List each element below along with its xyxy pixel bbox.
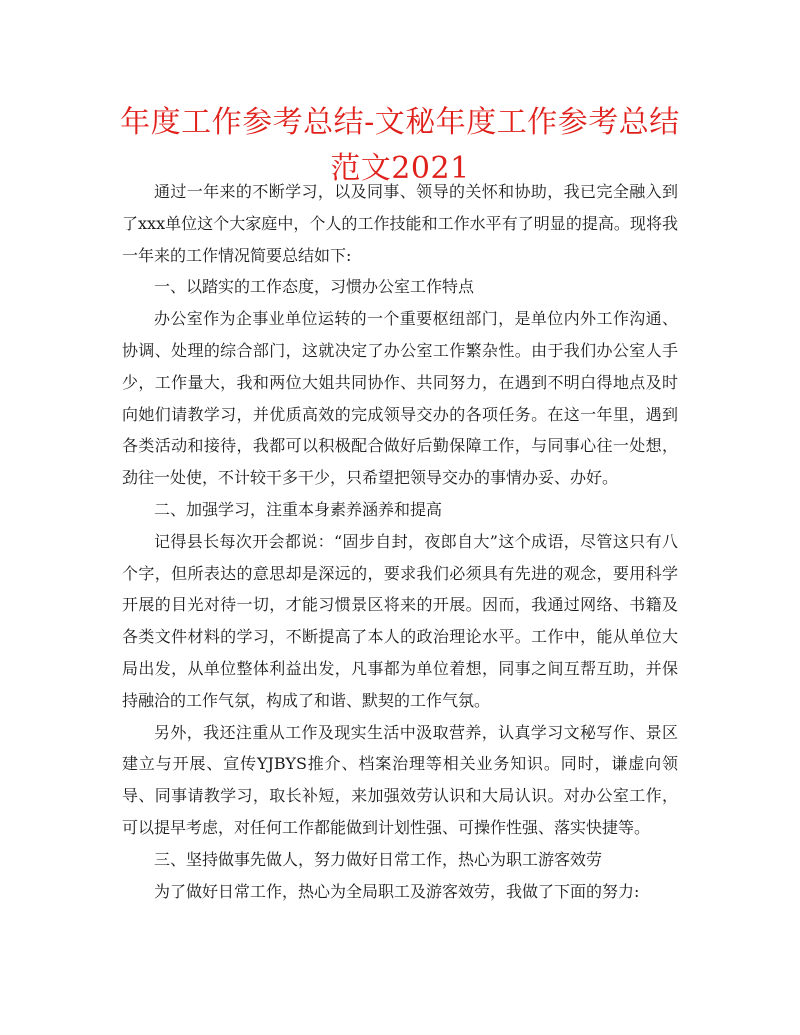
document-body — [122, 176, 678, 907]
section-heading-3: 三、坚持做事先做人，努力做好日常工作，热心为职工游客效劳 — [154, 849, 603, 869]
section-heading-2: 二、加强学习，注重本身素养涵养和提高 — [154, 499, 443, 519]
section-2-paragraph-1: 记得县长每次开会都说：“固步自封，夜郎自大”这个成语，尽管这只有八个字，但所表达的意思却是深远的，要求我们必须具有先进的观念，要用科学开展的目光对待一切，才能习惯景区将来的开展。因而，我通过网络、书籍及各类文件材料的学习，不断提高了本人的政治理论水平。工作中，能从单位大局出发，从单位整体利益出发，凡事都为单位着想，同事之间互帮互助，并保持融洽的工作气氛，构成了和谐、默契的工作气氛。 — [122, 531, 678, 710]
section-1-paragraph: 办公室作为企事业单位运转的一个重要枢纽部门，是单位内外工作沟通、协调、处理的综合部门，这就决定了办公室工作繁杂性。由于我们办公室人手少，工作量大，我和两位大姐共同协作、共同努力，在遇到不明白得地点及时向她们请教学习，并优质高效的完成领导交办的各项任务。在这一年里，遇到各类活动和接待，我都可以积极配合做好后勤保障工作，与同事心往一处想，劲往一处使，不计较干多干少，只希望把领导交办的事情办妥、办好。 — [122, 309, 678, 488]
section-heading-1: 一、以踏实的工作态度，习惯办公室工作特点 — [154, 277, 475, 297]
section-2-paragraph-2: 另外，我还注重从工作及现实生活中汲取营养，认真学习文秘写作、景区建立与开展、宣传YJBYS推介、档案治理等相关业务知识。同时，谦虚向领导、同事请教学习，取长补短，来加强效劳认识和大局认识。对办公室工作，可以提早考虑，对任何工作都能做到计划性强、可操作性强、落实快捷等。 — [122, 722, 678, 837]
intro-paragraph: 通过一年来的不断学习，以及同事、领导的关怀和协助，我已完全融入到了xxx单位这个大家庭中，个人的工作技能和工作水平有了明显的提高。现将我一年来的工作情况简要总结如下: — [122, 182, 678, 265]
document-title: 年度工作参考总结-文秘年度工作参考总结范文2021 — [120, 105, 680, 186]
section-3-paragraph: 为了做好日常工作，热心为全局职工及游客效劳，我做了下面的努力: — [154, 881, 640, 901]
